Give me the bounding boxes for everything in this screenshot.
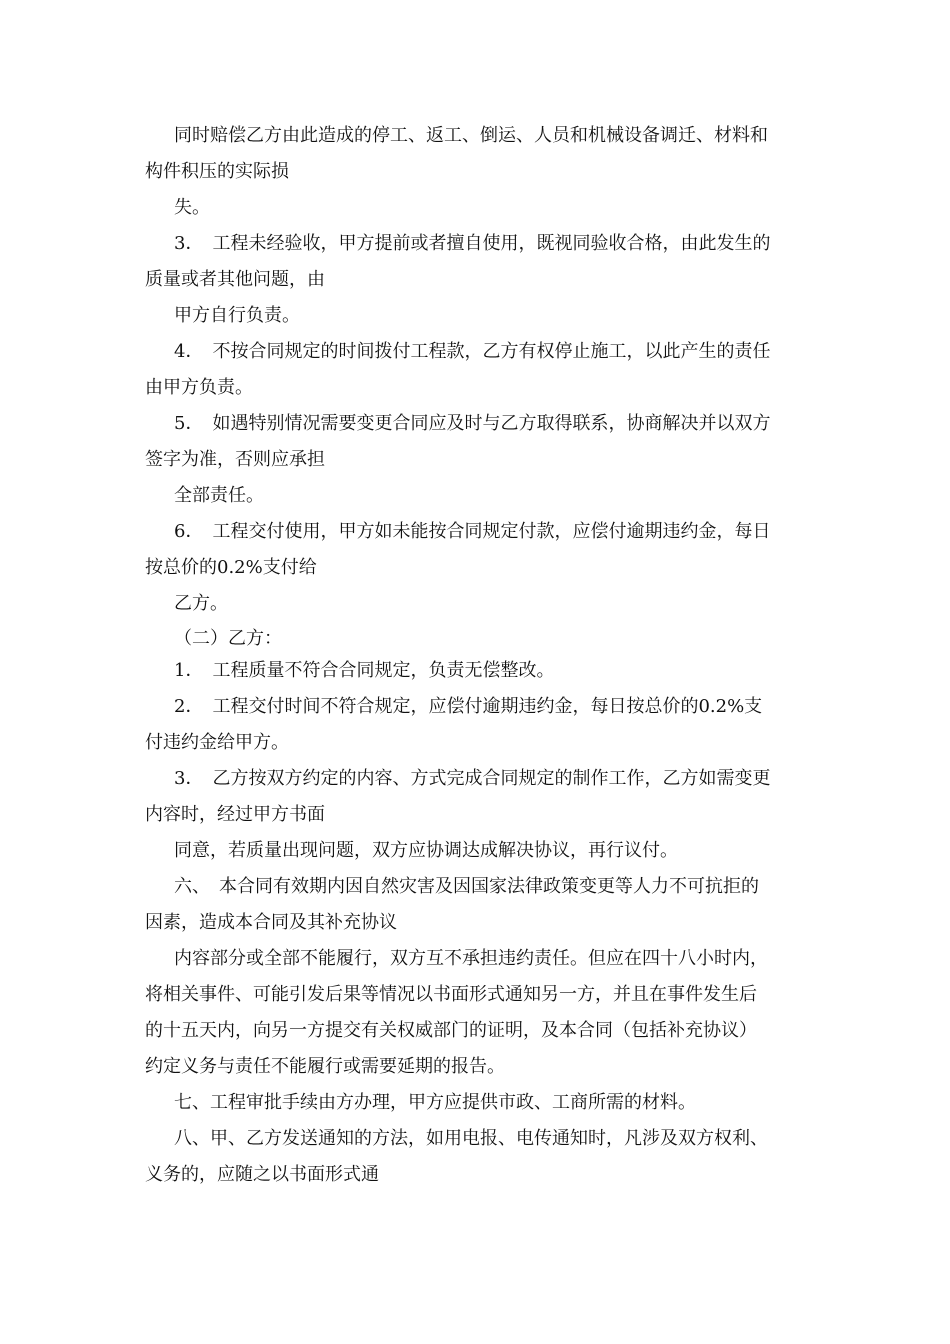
text-line: 同时赔偿乙方由此造成的停工、返工、倒运、人员和机械设备调迁、材料和	[174, 125, 768, 146]
text-line: 1． 工程质量不符合合同规定，负责无偿整改。	[174, 660, 555, 681]
text-line: 甲方自行负责。	[174, 305, 300, 326]
text-line: 付违约金给甲方。	[145, 732, 289, 753]
text-line: 义务的，应随之以书面形式通	[145, 1164, 379, 1185]
text-line: 六、 本合同有效期内因自然灾害及因国家法律政策变更等人力不可抗拒的	[174, 876, 759, 897]
text-line: 质量或者其他问题，由	[145, 269, 325, 290]
text-line: 同意，若质量出现问题，双方应协调达成解决协议，再行议付。	[174, 840, 678, 861]
text-line: 失。	[174, 197, 210, 218]
text-line: 签字为准，否则应承担	[145, 449, 325, 470]
text-line: 5． 如遇特别情况需要变更合同应及时与乙方取得联系，协商解决并以双方	[174, 413, 771, 434]
text-line: 七、工程审批手续由方办理，甲方应提供市政、工商所需的材料。	[174, 1092, 696, 1113]
text-line: 3． 工程未经验收，甲方提前或者擅自使用，既视同验收合格，由此发生的	[174, 233, 771, 254]
text-line: 3． 乙方按双方约定的内容、方式完成合同规定的制作工作，乙方如需变更	[174, 768, 771, 789]
text-line: 4． 不按合同规定的时间拨付工程款，乙方有权停止施工，以此产生的责任	[174, 341, 771, 362]
section-heading: （二）乙方：	[174, 628, 282, 649]
text-line: 内容部分或全部不能履行，双方互不承担违约责任。但应在四十八小时内，	[174, 948, 768, 969]
text-line: 乙方。	[174, 593, 228, 614]
text-line: 内容时，经过甲方书面	[145, 804, 325, 825]
text-line: 将相关事件、可能引发后果等情况以书面形式通知另一方，并且在事件发生后	[145, 984, 757, 1005]
text-line: 构件积压的实际损	[145, 161, 289, 182]
text-line: 因素，造成本合同及其补充协议	[145, 912, 397, 933]
text-line: 的十五天内，向另一方提交有关权威部门的证明，及本合同（包括补充协议）	[145, 1020, 757, 1041]
text-line: 约定义务与责任不能履行或需要延期的报告。	[145, 1056, 505, 1077]
text-line: 由甲方负责。	[145, 377, 253, 398]
text-line: 6． 工程交付使用，甲方如未能按合同规定付款，应偿付逾期违约金，每日	[174, 521, 771, 542]
text-line: 2． 工程交付时间不符合规定，应偿付逾期违约金，每日按总价的0.2%支	[174, 696, 763, 717]
text-line: 八、甲、乙方发送通知的方法，如用电报、电传通知时，凡涉及双方权利、	[174, 1128, 768, 1149]
text-line: 全部责任。	[174, 485, 264, 506]
text-line: 按总价的0.2%支付给	[145, 557, 317, 578]
